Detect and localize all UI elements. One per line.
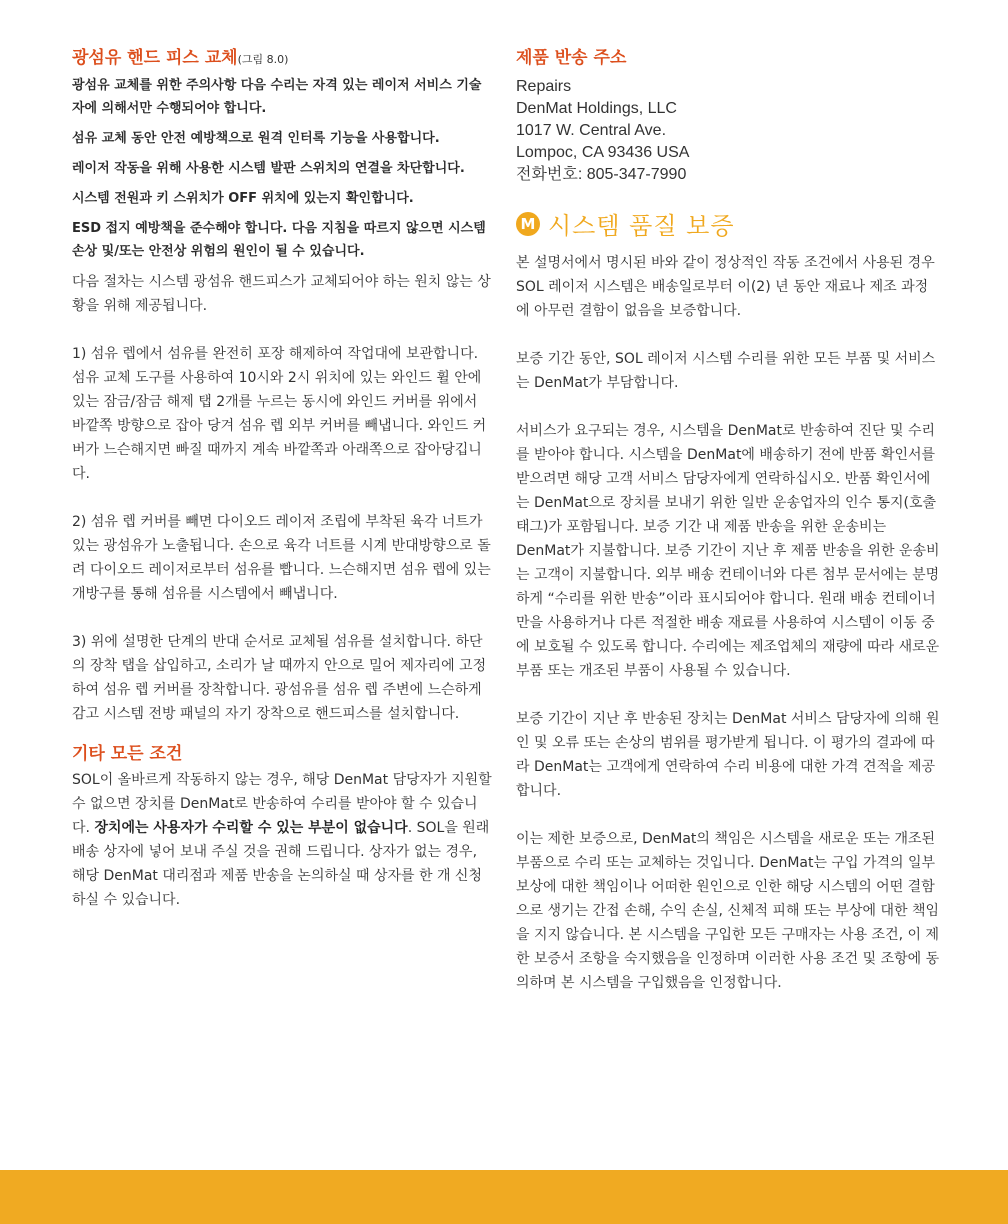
warning-1: 광섬유 교체를 위한 주의사항 다음 수리는 자격 있는 레이저 서비스 기술자에 의해서만 수행되어야 합니다. <box>72 78 482 116</box>
other-conditions-text: SOL이 올바르게 작동하지 않는 경우, 해당 DenMat 담당자가 지원할 수 없으면 장치를 DenMat로 반송하여 수리를 받아야 할 수 있습니다. 장치에는 사용자가 수리할 수 있는 부분이 없습니다. SOL을 원래 배송 상자에 넣어 보내 주실 것을 권해 드립니다. 상자가 없는 경우, 해당 DenMat 대리점과 제품 반송을 논의하실 때 상자를 한 개 신청하실 수 있습니다. <box>72 772 492 908</box>
procedure-intro: 다음 절차는 시스템 광섬유 핸드피스가 교체되어야 하는 원치 않는 상황을 위해 제공됩니다. <box>72 274 491 314</box>
warning-3: 레이저 작동을 위해 사용한 시스템 발판 스위치의 연결을 차단합니다. <box>72 161 465 176</box>
address-line-2: DenMat Holdings, LLC <box>516 100 677 117</box>
address-line-4: Lompoc, CA 93436 USA <box>516 144 690 161</box>
figure-reference: (그림 8.0) <box>237 53 289 66</box>
warning-5: ESD 접지 예방책을 준수해야 합니다. 다음 지침을 따르지 않으면 시스템 손상 및/또는 안전상 위험의 원인이 될 수 있습니다. <box>72 221 486 259</box>
step-3: 3) 위에 설명한 단계의 반대 순서로 교체될 섬유를 설치합니다. 하단의 장착 탭을 삽입하고, 소리가 날 때까지 안으로 밀어 제자리에 고정하여 섬유 렙 커버를 장착합니다. 광섬유를 섬유 렙 주변에 느슨하게 감고 시스템 전방 패널의 자기 장착으로 핸드피스를 설치합니다. <box>72 634 487 722</box>
left-column <box>72 44 492 912</box>
return-address <box>516 76 940 186</box>
step-1: 1) 섬유 렙에서 섬유를 완전히 포장 해제하여 작업대에 보관합니다. 섬유 교체 도구를 사용하여 10시와 2시 위치에 있는 와인드 휠 안에 있는 잠금/잠금 해제 탭 2개를 누르는 동시에 와인드 커버를 위에서 바깥쪽 방향으로 잡아 당겨 섬유 렙 외부 커버를 빼냅니다. 와인드 커버가 느슨해지면 빠질 때까지 계속 바깥쪽과 아래쪽으로 잡아당깁니다. <box>72 346 487 482</box>
warning-2: 섬유 교체 동안 안전 예방책으로 원격 인터록 기능을 사용합니다. <box>72 131 440 146</box>
warranty-heading <box>516 206 940 241</box>
warranty-paragraph-2: 보증 기간 동안, SOL 레이저 시스템 수리를 위한 모든 부품 및 서비스는 DenMat가 부담합니다. <box>516 351 936 391</box>
address-line-1: Repairs <box>516 78 572 95</box>
warranty-title: 시스템 품질 보증 <box>548 212 735 240</box>
warranty-paragraph-4: 보증 기간이 지난 후 반송된 장치는 DenMat 서비스 담당자에 의해 원인 및 오류 또는 손상의 범위를 평가받게 됩니다. 이 평가의 결과에 따라 DenMat는 고객에게 연락하여 수리 비용에 대한 가격 견적을 제공합니다. <box>516 711 940 799</box>
phone-line: 전화번호: 805-347-7990 <box>516 166 687 183</box>
return-address-title: 제품 반송 주소 <box>516 48 627 68</box>
warranty-paragraph-1: 본 설명서에서 명시된 바와 같이 정상적인 작동 조건에서 사용된 경우 SOL 레이저 시스템은 배송일로부터 이(2) 년 동안 재료나 제조 과정에 아무런 결함이 없음을 보증합니다. <box>516 255 935 319</box>
warranty-paragraph-5: 이는 제한 보증으로, DenMat의 책임은 시스템을 새로운 또는 개조된 부품으로 수리 또는 교체하는 것입니다. DenMat는 구입 가격의 일부 보상에 대한 책임이나 어떠한 원인으로 인한 해당 시스템의 어떤 결함으로 생기는 간접 손해, 수익 손실, 신체적 피해 또는 부상에 대한 책임을 지지 않습니다. 본 시스템을 구입한 모든 구매자는 사용 조건, 이 제한 보증서 조항을 숙지했음을 인정하며 이러한 사용 조건 및 조항에 동의하며 본 시스템을 구입했음을 인정합니다. <box>516 831 940 991</box>
fiber-section-title: 광섬유 핸드 피스 교체(그림 8.0) <box>72 48 289 68</box>
right-column <box>516 44 940 995</box>
address-line-3: 1017 W. Central Ave. <box>516 122 667 139</box>
warning-4: 시스템 전원과 키 스위치가 OFF 위치에 있는지 확인합니다. <box>72 191 414 206</box>
no-user-serviceable-note: 장치에는 사용자가 수리할 수 있는 부분이 없습니다 <box>94 820 408 836</box>
warranty-paragraph-3: 서비스가 요구되는 경우, 시스템을 DenMat로 반송하여 진단 및 수리를 받아야 합니다. 시스템을 DenMat에 배송하기 전에 반품 확인서를 받으려면 해당 고객 서비스 담당자에게 연락하십시오. 반품 확인서에는 DenMat으로 장치를 보내기 위한 일반 운송업자의 인수 통지(호출 태그)가 포함됩니다. 보증 기간 내 제품 반송을 위한 운송비는 DenMat가 지불합니다. 보증 기간이 지난 후 제품 반송을 위한 운송비는 고객이 지불합니다. 외부 배송 컨테이너와 다른 첨부 문서에는 분명하게 “수리를 위한 반송”이라 표시되어야 합니다. 원래 배송 컨테이너만을 사용하거나 다른 적절한 배송 재료를 사용하여 시스템이 이동 중에 보호될 수 있도록 합니다. 수리에는 제조업체의 재량에 따라 새로운 부품 또는 개조된 부품이 사용될 수 있습니다. <box>516 423 940 679</box>
footer-bar <box>0 1170 1008 1224</box>
section-m-icon: M <box>516 212 540 236</box>
other-conditions-title: 기타 모든 조건 <box>72 744 183 764</box>
step-2: 2) 섬유 렙 커버를 빼면 다이오드 레이저 조립에 부착된 육각 너트가 있는 광섬유가 노출됩니다. 손으로 육각 너트를 시계 반대방향으로 돌려 다이오드 레이저로부터 섬유를 빱니다. 느슨해지면 섬유 렙에 있는 개방구를 통해 섬유를 시스템에서 빼냅니다. <box>72 514 491 602</box>
